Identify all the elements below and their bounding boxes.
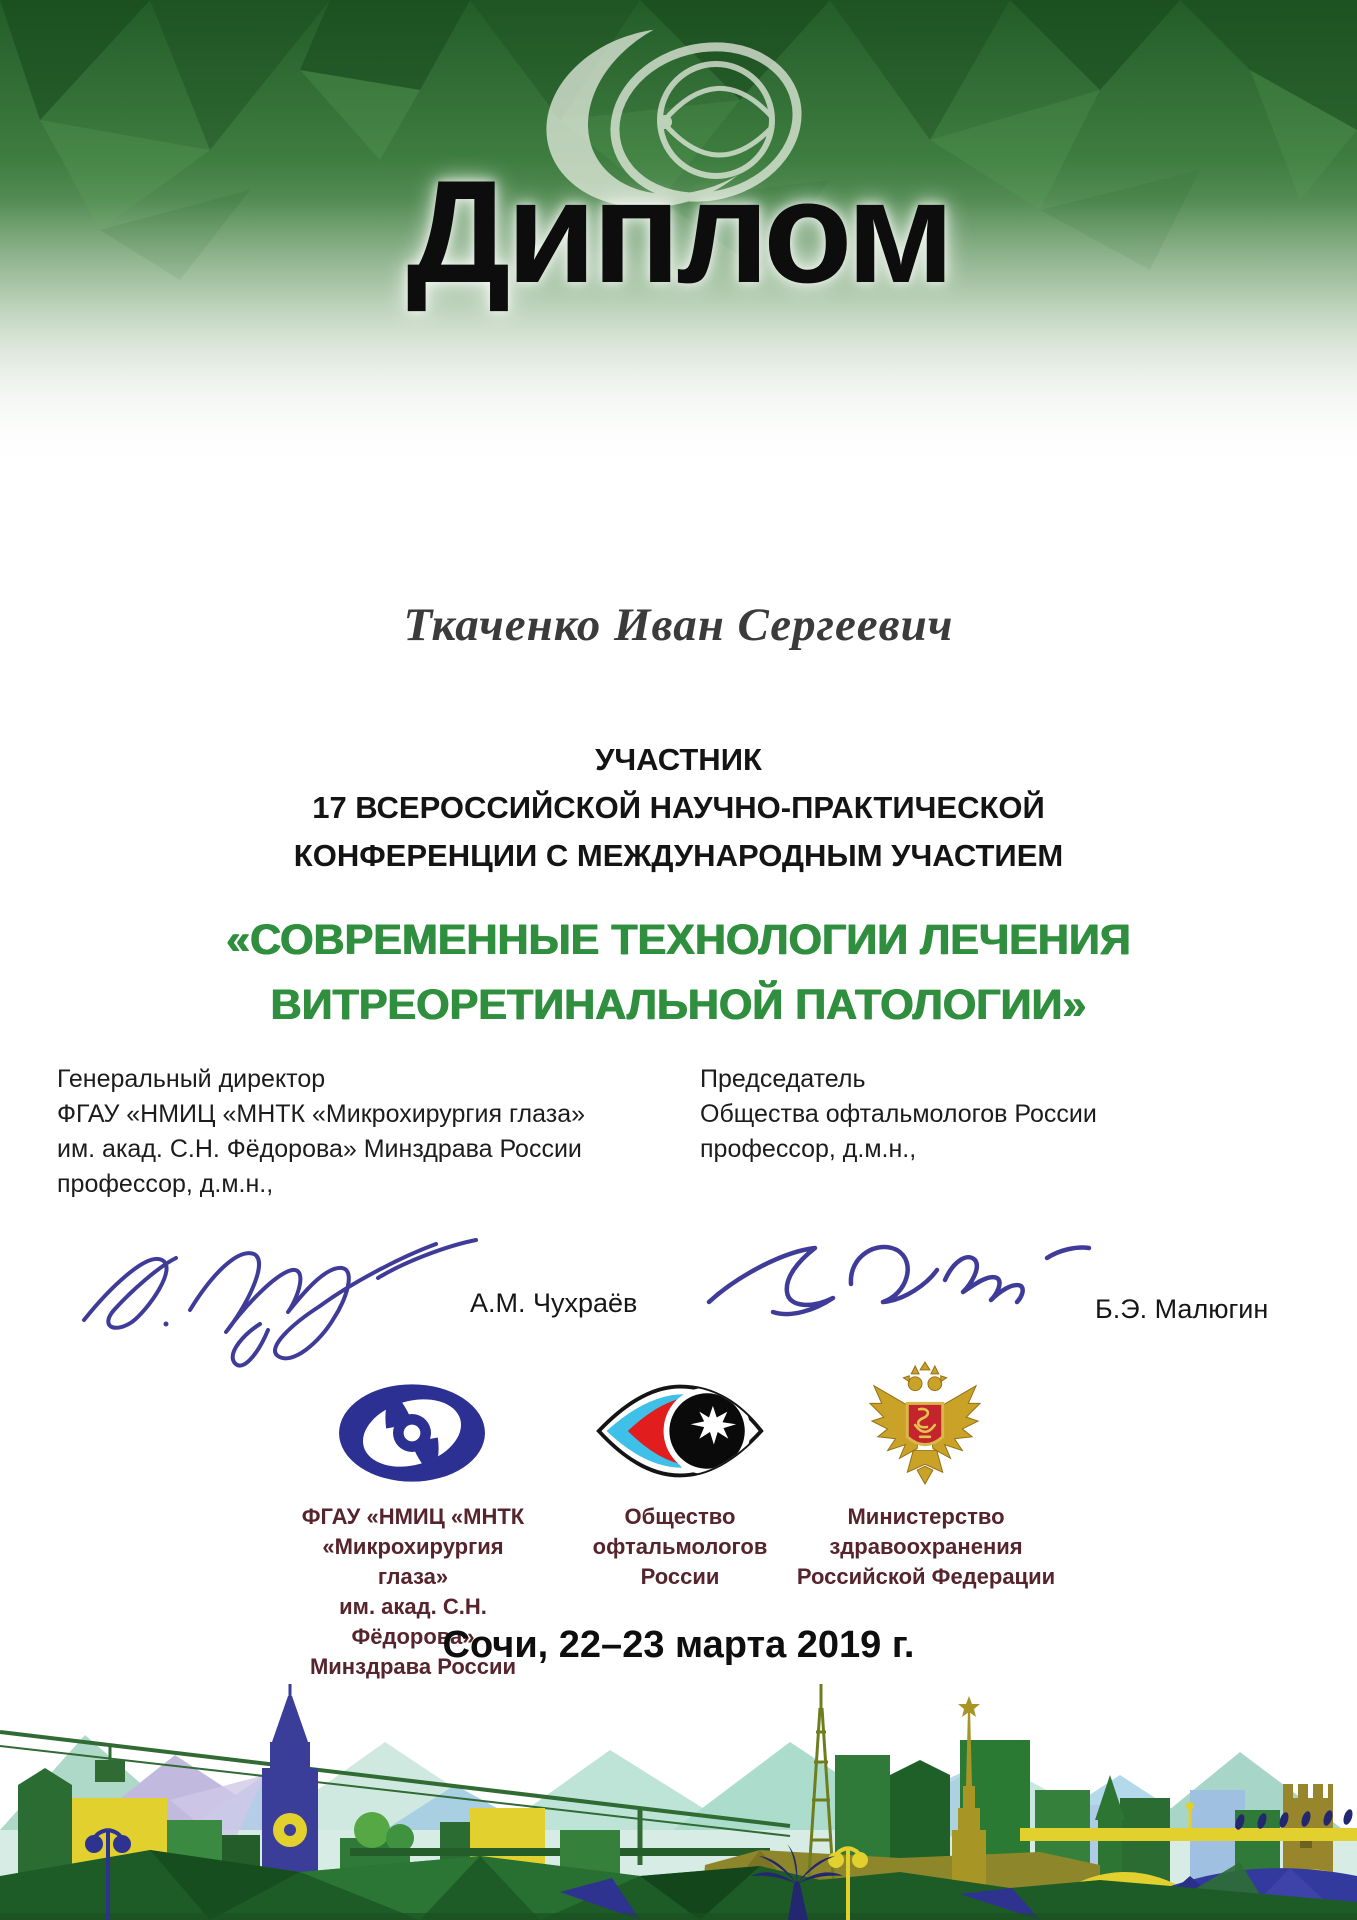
org-caption-line: Министерство: [847, 1504, 1005, 1529]
org-caption-society: [560, 1502, 800, 1592]
org-caption-line: «Микрохирургия глаза»: [322, 1534, 504, 1589]
signatory-title-line: профессор, д.м.н.,: [700, 1135, 917, 1163]
signatory-name-right: Б.Э. Малюгин: [1095, 1294, 1269, 1324]
org-caption-line: ФГАУ «НМИЦ «МНТК: [301, 1504, 525, 1529]
org-caption-ministry: [788, 1502, 1064, 1592]
conference-title-line: ВИТРЕОРЕТИНАЛЬНОЙ ПАТОЛОГИИ»: [270, 981, 1087, 1029]
conference-title-line: «СОВРЕМЕННЫЕ ТЕХНОЛОГИИ ЛЕЧЕНИЯ: [226, 916, 1131, 964]
signatory-title-line: Общества офтальмологов России: [700, 1100, 1097, 1128]
location-date: Сочи, 22–23 марта 2019 г.: [442, 1624, 915, 1666]
org-caption-line: Минздрава России: [309, 1654, 517, 1679]
conference-title: [0, 908, 1357, 1038]
org-caption-line: Общество: [624, 1504, 736, 1529]
signature-chukhraev: [62, 1212, 492, 1377]
ophthalmology-society-eye-logo: [593, 1381, 767, 1481]
mntk-eye-logo: [336, 1372, 488, 1494]
org-caption-line: России: [640, 1564, 720, 1589]
event-line: КОНФЕРЕНЦИИ С МЕЖДУНАРОДНЫМ УЧАСТИЕМ: [293, 838, 1064, 873]
signatory-title-line: профессор, д.м.н.,: [57, 1170, 274, 1198]
signatory-title-line: Генеральный директор: [57, 1065, 326, 1093]
signatory-name-left: А.М. Чухраёв: [470, 1288, 638, 1318]
sochi-skyline-illustration: [0, 1680, 1357, 1920]
org-caption-line: им. акад. С.Н. Фёдорова»: [339, 1594, 487, 1649]
signature-malyugin: [695, 1218, 1135, 1368]
signatory-title-right: [700, 1062, 1097, 1167]
event-block: [0, 736, 1357, 880]
recipient-name: Ткаченко Иван Сергеевич: [403, 599, 954, 651]
russia-ministry-health-emblem: [866, 1360, 984, 1490]
signatory-title-left: [57, 1062, 585, 1202]
signatory-title-line: Председатель: [700, 1065, 866, 1093]
diploma-title: Диплом: [406, 150, 951, 313]
org-caption-line: здравоохранения: [829, 1534, 1023, 1559]
org-caption-line: офтальмологов: [592, 1534, 768, 1559]
org-caption-line: Российской Федерации: [796, 1564, 1056, 1589]
event-line: 17 ВСЕРОССИЙСКОЙ НАУЧНО-ПРАКТИЧЕСКОЙ: [312, 790, 1045, 825]
signatory-title-line: ФГАУ «НМИЦ «МНТК «Микрохирургия глаза»: [57, 1100, 586, 1128]
participant-label: УЧАСТНИК: [595, 742, 762, 777]
signatory-title-line: им. акад. С.Н. Фёдорова» Минздрава России: [57, 1135, 582, 1163]
